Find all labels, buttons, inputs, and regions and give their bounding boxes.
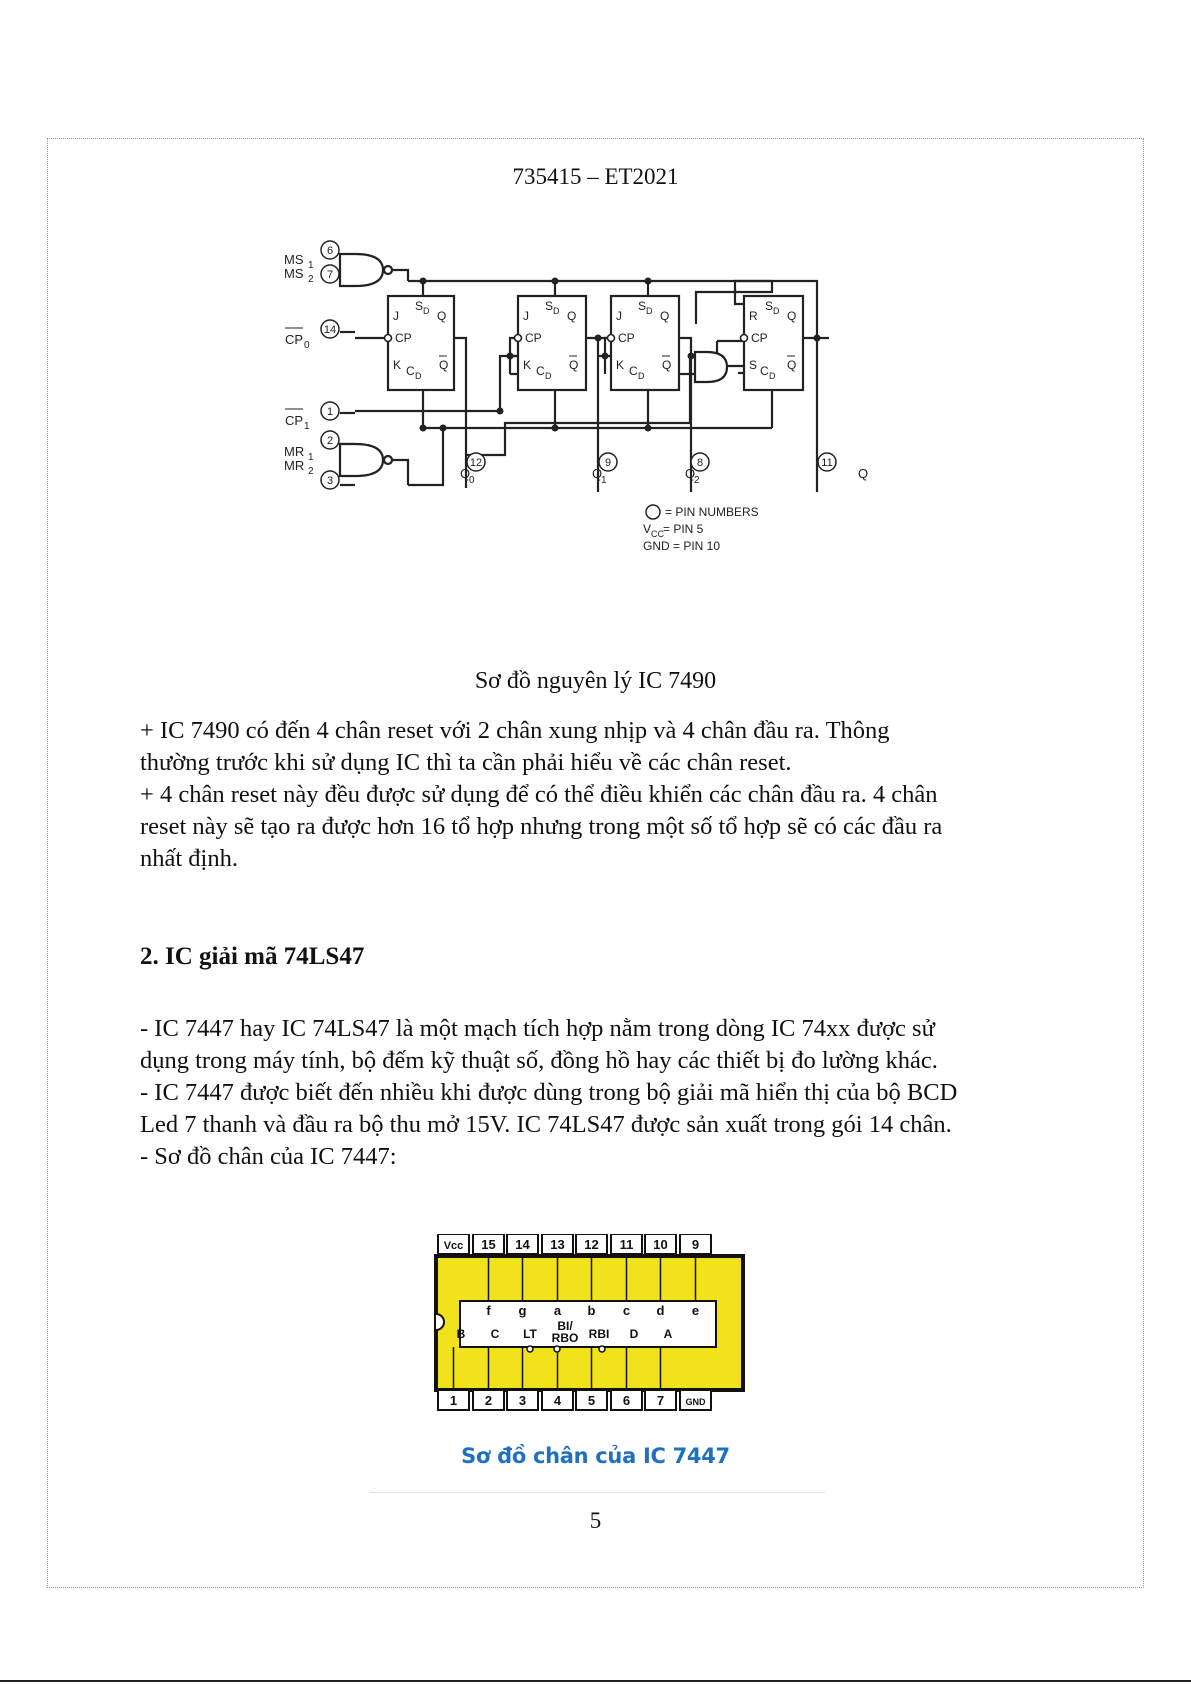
svg-text:1: 1 bbox=[601, 475, 607, 486]
svg-text:Q: Q bbox=[685, 466, 696, 481]
svg-text:1: 1 bbox=[304, 421, 310, 432]
svg-text:MR: MR bbox=[284, 458, 305, 473]
active-low-bubble bbox=[599, 1346, 605, 1352]
top-pin-label: 10 bbox=[653, 1237, 668, 1252]
svg-text:MR: MR bbox=[284, 444, 305, 459]
svg-text:2: 2 bbox=[326, 435, 334, 447]
svg-text:D: D bbox=[545, 371, 552, 381]
figure2-caption: Sơ đồ chân của IC 7447 bbox=[461, 1444, 730, 1468]
nand-gate-mr bbox=[340, 444, 392, 476]
svg-text:Q: Q bbox=[567, 309, 577, 323]
svg-text:S: S bbox=[638, 299, 647, 313]
svg-text:K: K bbox=[523, 358, 532, 372]
inner-top-label: b bbox=[587, 1303, 596, 1318]
and-gate bbox=[695, 352, 727, 382]
svg-text:9: 9 bbox=[604, 457, 612, 469]
inner-bottom-label: A bbox=[663, 1327, 673, 1341]
svg-text:14: 14 bbox=[323, 324, 337, 336]
svg-text:Q: Q bbox=[787, 309, 797, 323]
svg-text:Q: Q bbox=[437, 309, 447, 323]
svg-text:6: 6 bbox=[326, 245, 334, 257]
svg-text:Q: Q bbox=[460, 466, 471, 481]
svg-text:Q: Q bbox=[858, 466, 869, 481]
svg-text:Q: Q bbox=[787, 358, 797, 372]
svg-text:D: D bbox=[646, 306, 653, 316]
svg-text:CP: CP bbox=[285, 332, 304, 347]
svg-text:K: K bbox=[393, 358, 402, 372]
paragraph1-line5: nhất định. bbox=[140, 845, 238, 872]
paragraph2-line5: - Sơ đồ chân của IC 7447: bbox=[140, 1143, 397, 1170]
paragraph1-line3: + 4 chân reset này đều được sử dụng để có thể điều khiển các chân đầu ra. 4 chân bbox=[140, 781, 938, 808]
svg-text:GND = PIN 10: GND = PIN 10 bbox=[643, 539, 721, 553]
inner-bottom-label: BI/ bbox=[557, 1319, 573, 1333]
svg-text:7: 7 bbox=[326, 269, 334, 281]
paragraph1-line2: thường trước khi sử dụng IC thì ta cần phải hiểu về các chân reset. bbox=[140, 749, 792, 776]
svg-text:S: S bbox=[765, 299, 774, 313]
svg-text:12: 12 bbox=[469, 457, 483, 469]
inner-top-label: c bbox=[622, 1303, 631, 1318]
bottom-pin-label: 1 bbox=[449, 1393, 458, 1408]
svg-text:Q: Q bbox=[439, 358, 449, 372]
svg-text:MS: MS bbox=[284, 266, 304, 281]
svg-text:8: 8 bbox=[696, 457, 704, 469]
svg-text:CP: CP bbox=[618, 331, 635, 345]
svg-text:D: D bbox=[773, 306, 780, 316]
paragraph2-line3: - IC 7447 được biết đến nhiều khi được dùng trong bộ giải mã hiển thị của bộ BCD bbox=[140, 1079, 958, 1106]
inner-bottom-label: RBO bbox=[551, 1331, 579, 1345]
inner-top-label: f bbox=[486, 1303, 491, 1318]
inner-bottom-label: C bbox=[490, 1327, 500, 1341]
bottom-edge-line bbox=[0, 1680, 1191, 1682]
top-pin-label: 12 bbox=[584, 1237, 599, 1252]
paragraph1-line4: reset này sẽ tạo ra được hơn 16 tổ hợp nhưng trong một số tổ hợp sẽ có các đầu ra bbox=[140, 813, 943, 840]
top-pin-label: 13 bbox=[550, 1237, 565, 1252]
top-pin-label: 15 bbox=[481, 1237, 496, 1252]
bottom-pins bbox=[438, 1390, 711, 1410]
svg-text:Q: Q bbox=[660, 309, 670, 323]
svg-text:D: D bbox=[415, 371, 422, 381]
svg-text:J: J bbox=[393, 309, 399, 323]
paragraph2-line1: - IC 7447 hay IC 74LS47 là một mạch tích hợp nằm trong dòng IC 74xx được sử bbox=[140, 1015, 935, 1042]
svg-text:CP: CP bbox=[395, 331, 412, 345]
svg-text:= PIN NUMBERS: = PIN NUMBERS bbox=[665, 505, 759, 519]
ic7447-pinout bbox=[432, 1234, 747, 1412]
bottom-pin-label: 2 bbox=[484, 1393, 493, 1408]
svg-text:V: V bbox=[643, 522, 652, 536]
top-pins bbox=[438, 1234, 711, 1254]
inner-bottom-label: RBI bbox=[588, 1327, 610, 1341]
svg-text:Q: Q bbox=[662, 358, 672, 372]
svg-text:0: 0 bbox=[304, 340, 310, 351]
top-pin-label: 11 bbox=[619, 1237, 634, 1252]
svg-text:2: 2 bbox=[308, 274, 314, 285]
bottom-pin-label: GND bbox=[685, 1397, 706, 1407]
svg-text:1: 1 bbox=[308, 260, 314, 271]
figure1-caption: Sơ đồ nguyên lý IC 7490 bbox=[474, 668, 717, 694]
svg-text:2: 2 bbox=[308, 466, 314, 477]
page-header: 735415 – ET2021 bbox=[512, 164, 679, 189]
svg-text:Q: Q bbox=[569, 358, 579, 372]
bottom-pin-label: 4 bbox=[553, 1393, 562, 1408]
svg-text:D: D bbox=[553, 306, 560, 316]
bottom-pin-label: 7 bbox=[656, 1393, 665, 1408]
svg-text:0: 0 bbox=[469, 475, 475, 486]
svg-text:= PIN 5: = PIN 5 bbox=[663, 522, 704, 536]
svg-text:2: 2 bbox=[694, 475, 700, 486]
inner-top-label: a bbox=[553, 1303, 562, 1318]
svg-text:1: 1 bbox=[308, 452, 314, 463]
inner-bottom-label: B bbox=[456, 1327, 466, 1341]
svg-text:Q: Q bbox=[592, 466, 603, 481]
top-pin-label: 14 bbox=[515, 1237, 530, 1252]
bottom-pin-label: 5 bbox=[587, 1393, 596, 1408]
svg-text:11: 11 bbox=[821, 457, 833, 469]
svg-text:MS: MS bbox=[284, 252, 304, 267]
svg-text:R: R bbox=[749, 309, 758, 323]
svg-text:CP: CP bbox=[525, 331, 542, 345]
flip-flops bbox=[388, 296, 803, 390]
svg-text:C: C bbox=[406, 364, 415, 378]
active-low-bubble bbox=[527, 1346, 533, 1352]
svg-text:CP: CP bbox=[751, 331, 768, 345]
svg-text:S: S bbox=[415, 299, 424, 313]
svg-text:J: J bbox=[523, 309, 529, 323]
svg-text:J: J bbox=[616, 309, 622, 323]
svg-text:C: C bbox=[536, 364, 545, 378]
bottom-pin-label: 3 bbox=[518, 1393, 527, 1408]
svg-text:D: D bbox=[423, 306, 430, 316]
svg-text:C: C bbox=[760, 364, 769, 378]
paragraph2-line4: Led 7 thanh và đầu ra bộ thu mở 15V. IC 74LS47 được sản xuất trong gói 14 chân. bbox=[140, 1111, 952, 1138]
separator-line bbox=[370, 1492, 825, 1493]
ic7490-schematic bbox=[255, 230, 881, 600]
top-pin-label: 9 bbox=[691, 1237, 700, 1252]
svg-text:K: K bbox=[616, 358, 625, 372]
inner-bottom-label: D bbox=[629, 1327, 639, 1341]
top-pin-label: Vcc bbox=[443, 1240, 464, 1252]
svg-text:3: 3 bbox=[326, 475, 334, 487]
nand-gate-ms bbox=[340, 254, 392, 286]
active-low-bubble bbox=[554, 1346, 560, 1352]
page-number: 5 bbox=[589, 1508, 602, 1533]
svg-text:1: 1 bbox=[326, 406, 334, 418]
svg-text:S: S bbox=[545, 299, 554, 313]
svg-text:CP: CP bbox=[285, 413, 304, 428]
svg-text:D: D bbox=[638, 371, 645, 381]
svg-text:CC: CC bbox=[651, 529, 664, 539]
inner-top-label: e bbox=[691, 1303, 700, 1318]
svg-text:D: D bbox=[769, 371, 776, 381]
paragraph1-line1: + IC 7490 có đến 4 chân reset với 2 chân xung nhịp và 4 chân đầu ra. Thông bbox=[140, 717, 890, 744]
svg-text:C: C bbox=[629, 364, 638, 378]
inner-top-label: d bbox=[656, 1303, 665, 1318]
bottom-pin-label: 6 bbox=[622, 1393, 631, 1408]
section2-heading: 2. IC giải mã 74LS47 bbox=[140, 943, 365, 970]
paragraph2-line2: dụng trong máy tính, bộ đếm kỹ thuật số, đồng hồ hay các thiết bị đo lường khác. bbox=[140, 1047, 938, 1074]
inner-bottom-label: LT bbox=[523, 1327, 537, 1341]
chip-notch bbox=[436, 1314, 444, 1330]
inner-top-label: g bbox=[518, 1303, 527, 1318]
svg-text:S: S bbox=[749, 358, 758, 372]
